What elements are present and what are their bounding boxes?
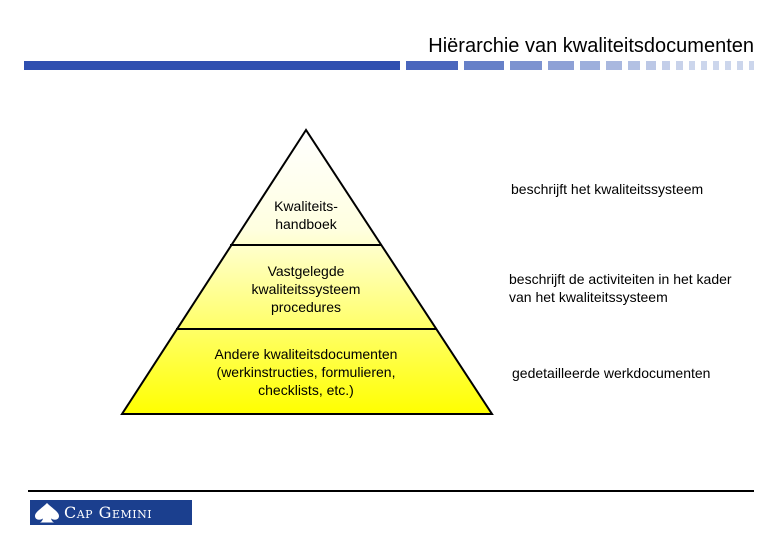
logo-wordmark: Cap Gemini [64,503,153,522]
spade-icon [30,500,64,525]
footer-divider [28,490,754,492]
tier-description-procedures: beschrijft de activiteiten in het kader van het kwaliteitssysteem [509,271,732,305]
company-logo [30,500,192,525]
tier-label-other-documents: Andere kwaliteitsdocumenten (werkinstructies, formulieren, checklists, etc.) [214,346,398,398]
tier-label-handbook: Kwaliteits- handboek [274,198,338,232]
tier-label-procedures: Vastgelegde kwaliteitssysteem procedures [251,263,361,315]
tier-description-other-documents: gedetailleerde werkdocumenten [512,365,711,381]
tier-description-handbook: beschrijft het kwaliteitssysteem [511,181,704,197]
slide-title: Hiërarchie van kwaliteitsdocumenten [428,35,754,57]
